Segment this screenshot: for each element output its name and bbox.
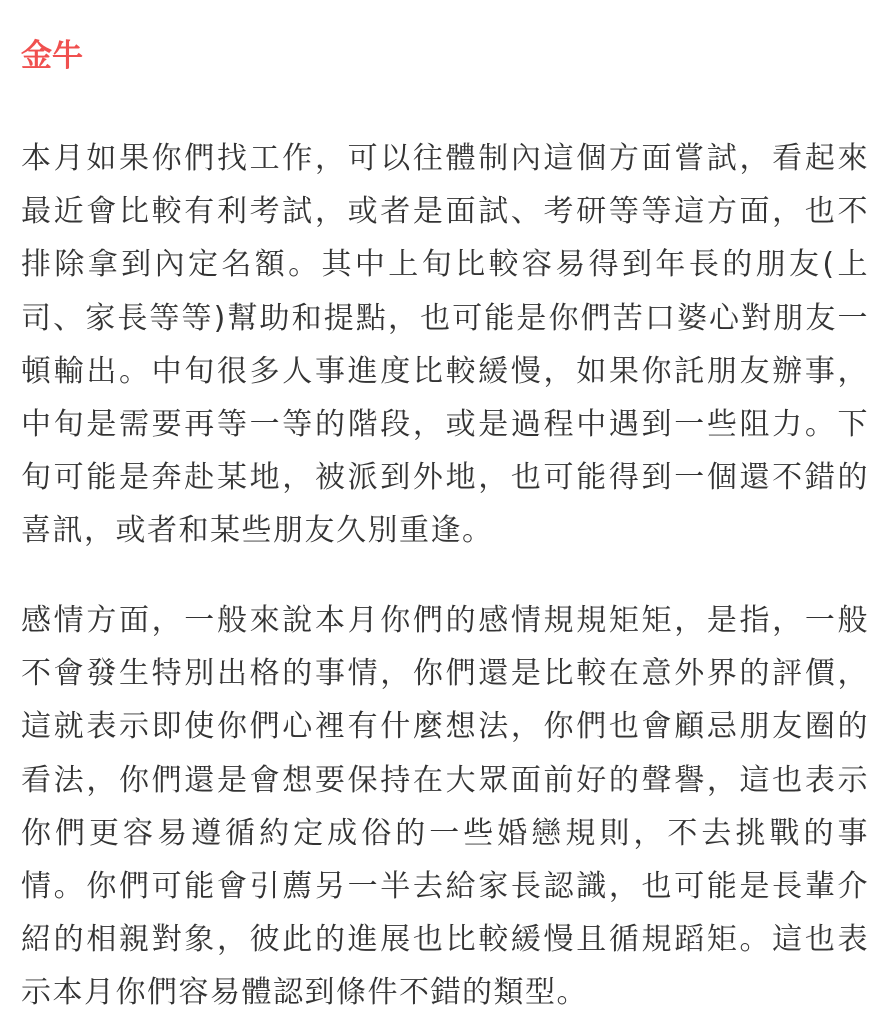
section-heading: 金牛 [21, 38, 83, 74]
love-paragraph: 感情方面，一般來說本月你們的感情規規矩矩，是指，一般不會發生特別出格的事情，你們還是比較在意外界的評價，這就表示即使你們心裡有什麼想法，你們也會顧忌朋友圈的看法，你們還是會想要保持在大眾面前好的聲譽，這也表示你們更容易遵循約定成俗的一些婚戀規則，不去挑戰的事情。你們可能會引薦另一半去給家長認識，也可能是長輩介紹的相親對象，彼此的進展也比較緩慢且循規蹈矩。這也表示本月你們容易體認到條件不錯的類型。 [21, 603, 869, 1011]
article [21, 24, 869, 1011]
career-paragraph: 本月如果你們找工作，可以往體制內這個方面嘗試，看起來最近會比較有利考試，或者是面試、考研等等這方面，也不排除拿到內定名額。其中上旬比較容易得到年長的朋友(上司、家長等等)幫助和提點，也可能是你們苦口婆心對朋友一頓輸出。中旬很多人事進度比較緩慢，如果你託朋友辦事，中旬是需要再等一等的階段，或是過程中遇到一些阻力。下旬可能是奔赴某地，被派到外地，也可能得到一個還不錯的喜訊，或者和某些朋友久別重逢。 [21, 141, 869, 549]
